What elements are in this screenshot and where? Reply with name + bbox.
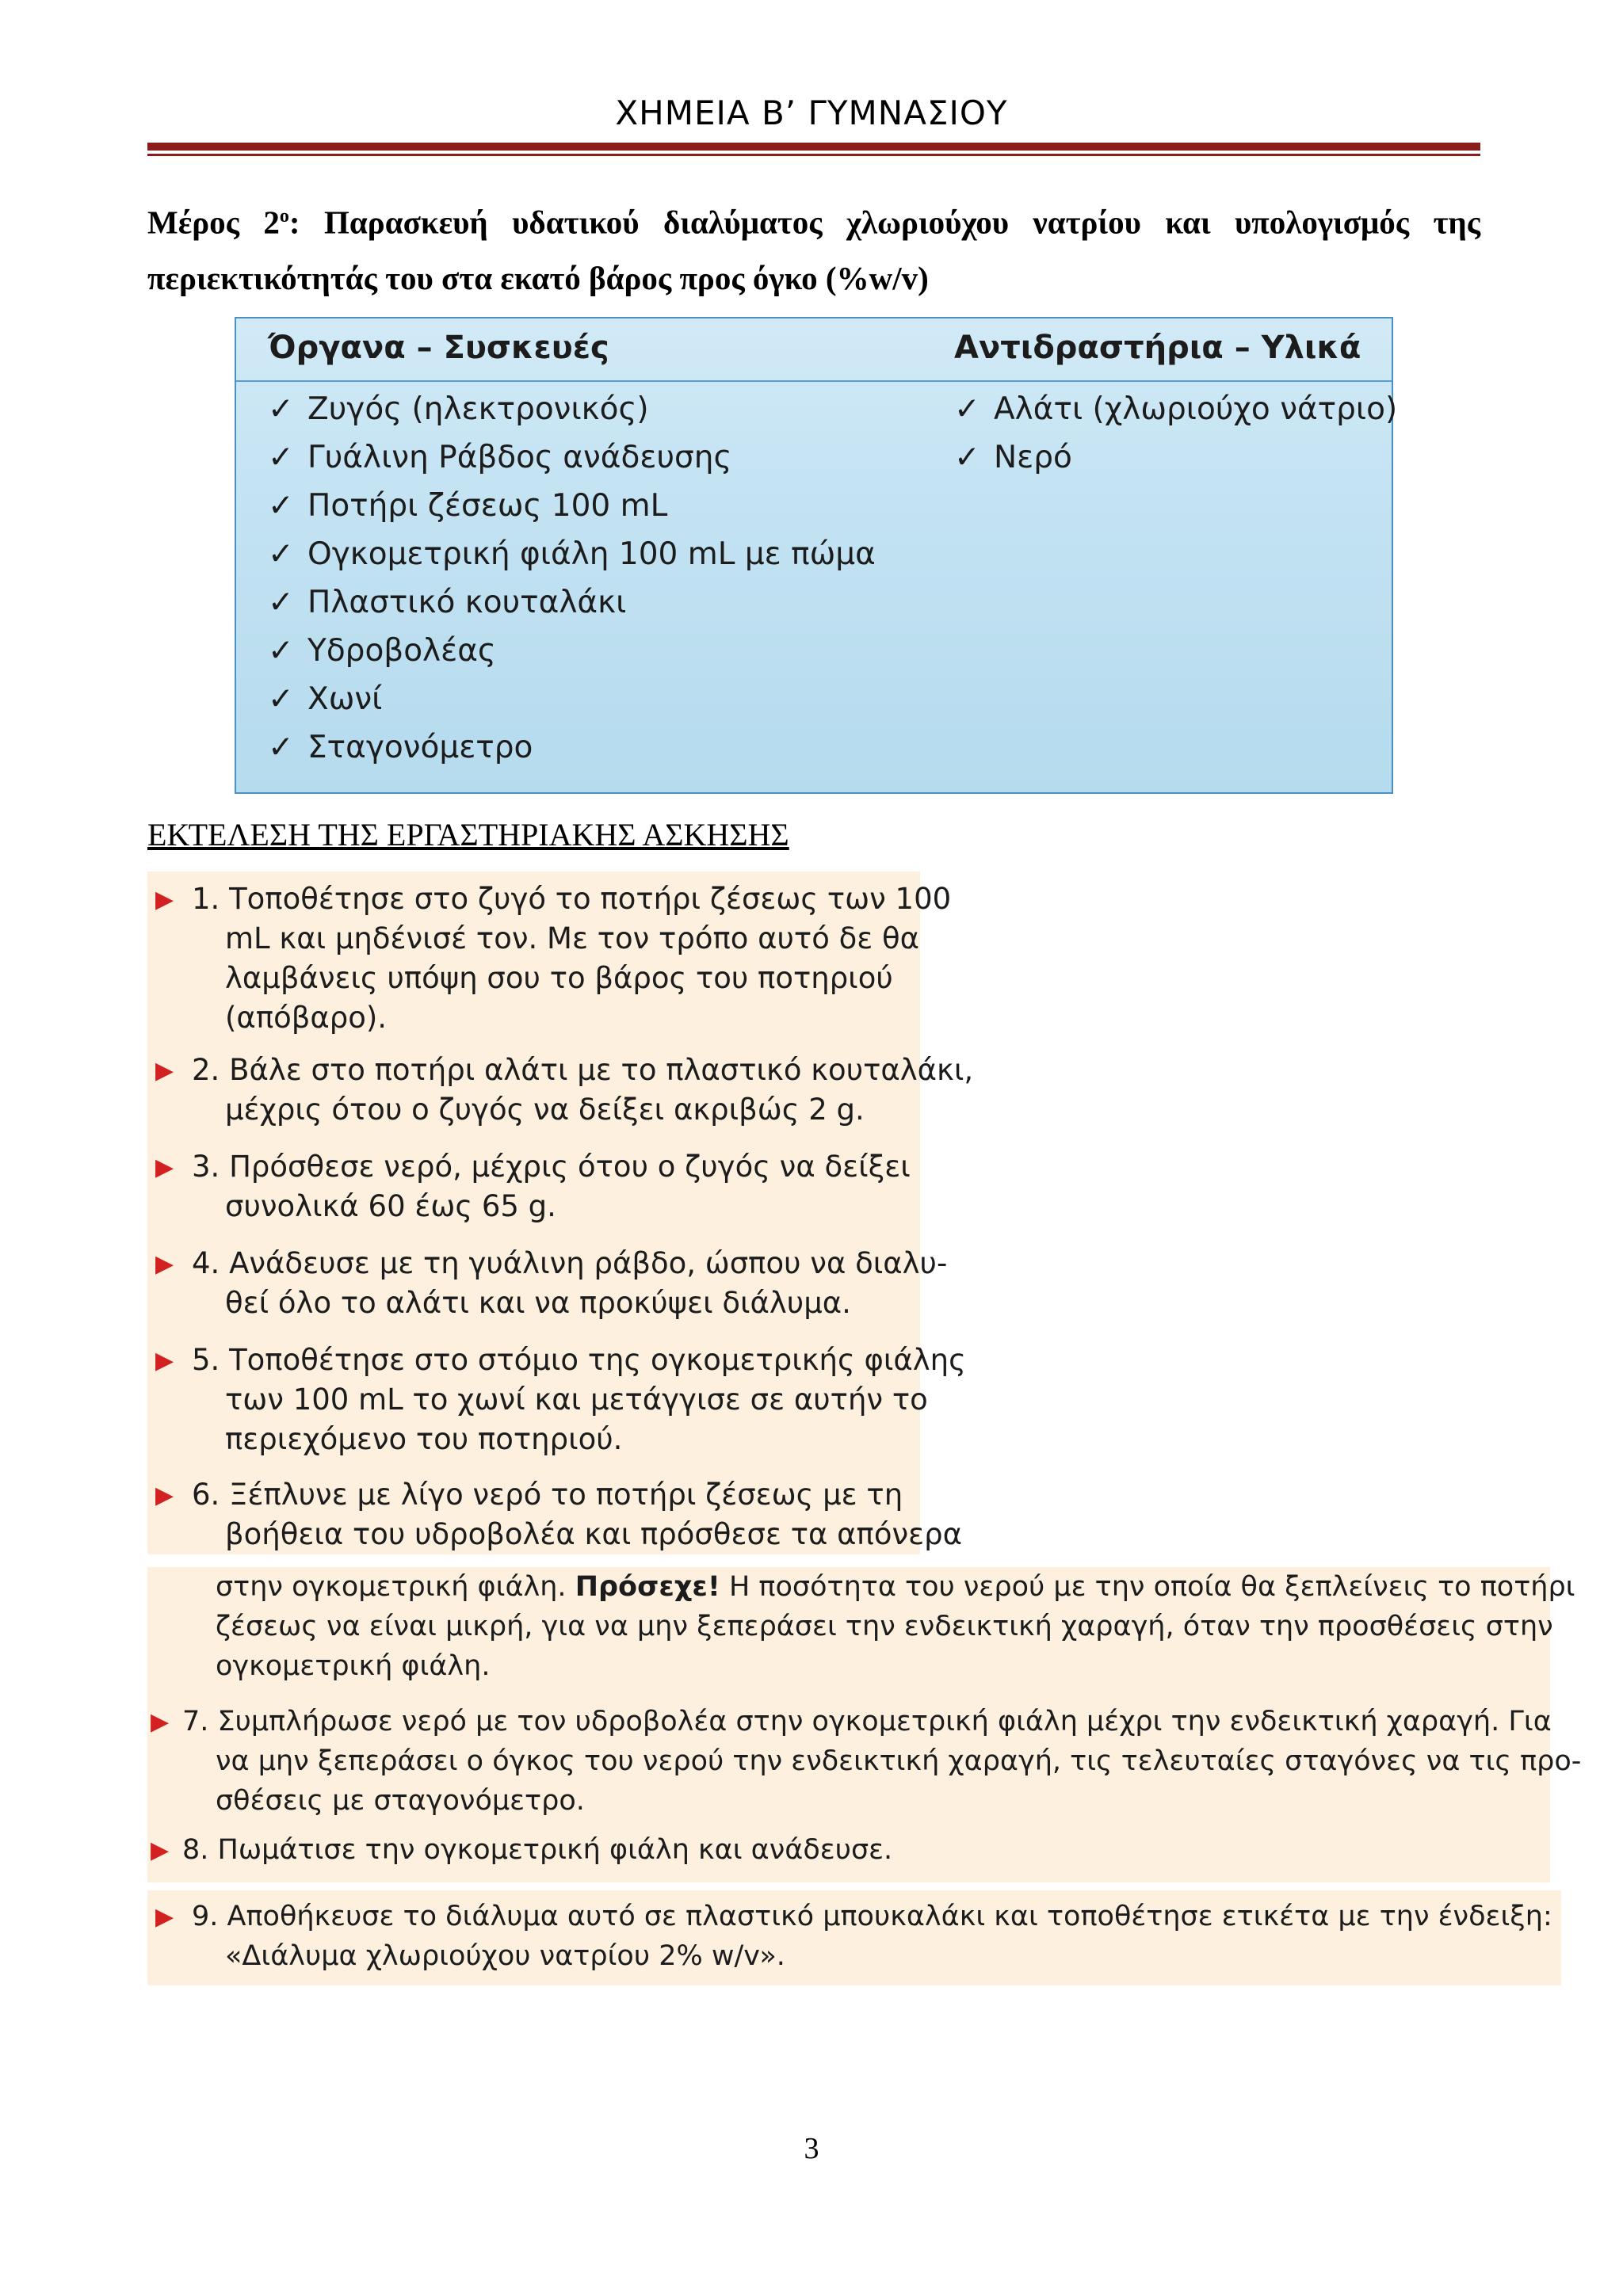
check-icon: ✓ [954, 440, 980, 475]
part-title: : Παρασκευή υδατικού διαλύματος χλωριούχου νατρίου και υπολογισμός της περιεκτικότητάς του στα εκατό βάρος προς όγκο (%w/v) [147, 204, 1481, 296]
step-line: 6. Ξέπλυνε με λίγο νερό το ποτήρι ζέσεως με τη [192, 1478, 903, 1512]
instruments-list [268, 385, 876, 772]
instrument-label: Ογκομετρική φιάλη 100 mL με πώμα [307, 536, 876, 572]
list-item [268, 482, 876, 530]
arrow-icon: ▶ [151, 1708, 170, 1736]
part-label: Μέρος 2 [147, 204, 280, 241]
equipment-table [235, 317, 1398, 794]
check-icon: ✓ [268, 536, 294, 572]
table-divider [236, 380, 1392, 382]
materials-heading: Αντιδραστήρια – Υλικά [954, 330, 1361, 366]
step-line: 2. Βάλε στο ποτήρι αλάτι με το πλαστικό κουταλάκι, [192, 1053, 974, 1087]
check-icon: ✓ [268, 585, 294, 620]
part-superscript: ο [279, 206, 289, 227]
steps-panel-2 [147, 1567, 1582, 1882]
arrow-icon: ▶ [155, 1903, 174, 1931]
part-heading [147, 189, 1480, 306]
step-line: στην ογκομετρική φιάλη. [216, 1571, 575, 1603]
instrument-label: Ποτήρι ζέσεως 100 mL [307, 488, 668, 524]
step-line: βοήθεια του υδροβολέα και πρόσθεσε τα απόνερα [225, 1517, 963, 1551]
step-line: συνολικά 60 έως 65 g. [225, 1189, 556, 1223]
step-line: «Διάλυμα χλωριούχου νατρίου 2% w/v». [225, 1940, 785, 1972]
check-icon: ✓ [268, 391, 294, 427]
check-icon: ✓ [268, 730, 294, 765]
list-item [954, 433, 1397, 482]
list-item [954, 385, 1397, 433]
step-line: 8. Πωμάτισε την ογκομετρική φιάλη και ανάδευσε. [182, 1834, 893, 1866]
check-icon: ✓ [268, 633, 294, 669]
list-item [268, 433, 876, 482]
warning-label: Πρόσεχε! [575, 1571, 720, 1603]
instrument-label: Ζυγός (ηλεκτρονικός) [307, 391, 649, 427]
step-line: λαμβάνεις υπόψη σου το βάρος του ποτηριού [225, 961, 893, 995]
step-line: 7. Συμπλήρωσε νερό με τον υδροβολέα στην ογκομετρική φιάλη μέχρι την ενδεικτική χαραγή. Για [182, 1706, 1552, 1737]
arrow-icon: ▶ [155, 886, 174, 913]
page-number: 3 [804, 2132, 819, 2165]
arrow-icon: ▶ [155, 1250, 174, 1278]
check-icon: ✓ [268, 440, 294, 475]
material-label: Αλάτι (χλωριούχο νάτριο) [994, 391, 1398, 427]
step-line: ζέσεως να είναι μικρή, για να μην ξεπεράσει την ενδεικτική χαραγή, όταν την προσθέσεις στην [216, 1611, 1553, 1642]
instruments-heading: Όργανα – Συσκευές [268, 330, 609, 366]
step-line: των 100 mL το χωνί και μετάγγισε σε αυτήν το [225, 1383, 928, 1417]
step-line: 3. Πρόσθεσε νερό, μέχρις ότου ο ζυγός να δείξει [192, 1150, 911, 1184]
instrument-label: Υδροβολέας [307, 633, 496, 669]
step-line: 1. Τοποθέτησε στο ζυγό το ποτήρι ζέσεως των 100 [192, 882, 952, 916]
arrow-icon: ▶ [155, 1347, 174, 1375]
step-line: ογκομετρική φιάλη. [216, 1650, 491, 1682]
check-icon: ✓ [268, 681, 294, 717]
arrow-icon: ▶ [155, 1057, 174, 1085]
instrument-label: Πλαστικό κουταλάκι [307, 585, 627, 620]
arrow-icon: ▶ [151, 1836, 170, 1864]
instrument-label: Γυάλινη Ράβδος ανάδευσης [307, 440, 732, 475]
step-line: να μην ξεπεράσει ο όγκος του νερού την ενδεικτική χαραγή, τις τελευταίες σταγόνες να τις προ- [216, 1745, 1582, 1777]
step-line: (απόβαρο). [225, 1001, 388, 1035]
execution-heading: ΕΚΤΕΛΕΣΗ ΤΗΣ ΕΡΓΑΣΤΗΡΙΑΚΗΣ ΑΣΚΗΣΗΣ [147, 817, 789, 852]
page-header-title: ΧΗΜΕΙΑ Β’ ΓΥΜΝΑΣΙΟΥ [615, 93, 1008, 132]
header-rule [147, 143, 1480, 151]
step-line: περιεχόμενο του ποτηριού. [225, 1422, 623, 1456]
list-item [268, 385, 876, 433]
list-item [268, 723, 876, 772]
step-line: θεί όλο το αλάτι και να προκύψει διάλυμα. [225, 1286, 851, 1320]
list-item [268, 578, 876, 627]
step-line: 5. Τοποθέτησε στο στόμιο της ογκομετρικής φιάλης [192, 1343, 966, 1377]
instrument-label: Σταγονόμετρο [307, 730, 533, 765]
instrument-label: Χωνί [307, 681, 383, 717]
step-6-continuation [216, 1567, 1575, 1686]
arrow-icon: ▶ [155, 1154, 174, 1181]
arrow-icon: ▶ [155, 1482, 174, 1509]
check-icon: ✓ [954, 391, 980, 427]
header-rule-thin [147, 154, 1480, 156]
list-item [268, 530, 876, 578]
step-line: mL και μηδένισέ τον. Με τον τρόπο αυτό δε θα [225, 921, 920, 955]
materials-list [954, 385, 1397, 482]
list-item [268, 627, 876, 675]
check-icon: ✓ [268, 488, 294, 524]
step-line: μέχρις ότου ο ζυγός να δείξει ακριβώς 2 g. [225, 1093, 865, 1127]
step-line: 9. Αποθήκευσε το διάλυμα αυτό σε πλαστικό μπουκαλάκι και τοποθέτησε ετικέτα με την ένδειξη: [192, 1901, 1552, 1932]
steps-panel-3 [147, 1890, 1561, 1985]
step-line: 4. Ανάδευσε με τη γυάλινη ράβδο, ώσπου να διαλυ- [192, 1246, 948, 1280]
list-item [268, 675, 876, 723]
steps-panel-1 [147, 871, 974, 1554]
material-label: Νερό [994, 440, 1072, 475]
step-line: σθέσεις με σταγονόμετρο. [216, 1785, 585, 1817]
step-line: Η ποσότητα του νερού με την οποία θα ξεπλείνεις το ποτήρι [720, 1571, 1575, 1603]
